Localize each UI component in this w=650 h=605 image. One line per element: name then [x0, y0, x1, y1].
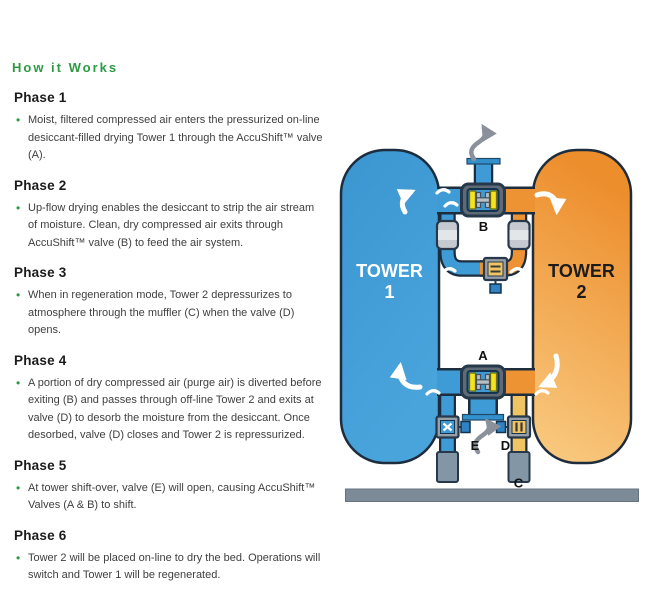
check-valve-left — [437, 221, 458, 249]
ground-bar — [346, 489, 639, 502]
bullet-icon: • — [16, 375, 21, 390]
muffler-c-label: C — [513, 475, 524, 491]
page-title: How it Works — [12, 60, 119, 75]
valve-d-actuator — [497, 422, 506, 433]
phase-5-text: At tower shift-over, valve (E) will open, causing AccuShift™ Valves (A & B) to shift. — [28, 481, 316, 511]
phase-3-text: When in regeneration mode, Tower 2 depressurizes to atmosphere through the muffler (C) when the valve (D) opens. — [28, 289, 295, 336]
bullet-icon: • — [16, 550, 21, 565]
tower-2-label: TOWER — [548, 261, 615, 281]
valve-b-spool-left — [470, 191, 476, 209]
phase-1-heading: Phase 1 — [14, 90, 67, 105]
valve-e-actuator — [461, 422, 470, 433]
orifice-actuator — [490, 284, 501, 293]
bullet-icon: • — [16, 480, 21, 495]
phase-1-text: Moist, filtered compressed air enters the pressurized on-line desiccant-filled drying Tower 1 through the AccuShift™ valve (A). — [28, 114, 323, 161]
phase-6-text: Tower 2 will be placed on-line to dry the bed. Operations will switch and Tower 1 will be regenerated. — [28, 551, 321, 581]
bullet-icon: • — [16, 113, 21, 127]
phase-6-heading: Phase 6 — [14, 527, 67, 543]
tower-1-number: 1 — [384, 282, 395, 302]
muffler-left — [437, 452, 458, 482]
tower-2-number: 2 — [576, 282, 587, 302]
bullet-icon: • — [16, 200, 21, 215]
tower-1-label: TOWER — [356, 261, 423, 281]
bullet-icon: • — [16, 288, 21, 302]
tower-1-vessel — [341, 150, 439, 463]
phase-2-text: Up-flow drying enables the desiccant to strip the air stream of moisture. Clean, dry compressed air exits through AccuShift™ valve (B) to feed the air system. — [28, 201, 315, 249]
check-valve-right — [509, 221, 530, 249]
phase-2-heading: Phase 2 — [14, 177, 67, 193]
phase-4-heading: Phase 4 — [14, 352, 67, 368]
valve-a-spool-left — [470, 373, 476, 391]
valve-a-label: A — [478, 348, 488, 363]
valve-b-spool-right — [491, 191, 497, 209]
tower-1 — [341, 150, 439, 463]
valve-a-spool-right — [491, 373, 497, 391]
inlet-flange — [463, 415, 504, 421]
valve-d-label: D — [500, 438, 511, 453]
valve-b-assembly — [462, 184, 505, 216]
phase-3-heading: Phase 3 — [14, 265, 67, 280]
valve-e-label: E — [470, 438, 480, 453]
valve-b-label: B — [478, 219, 489, 234]
inlet-pipe — [463, 396, 504, 420]
phase-5-heading: Phase 5 — [14, 457, 67, 473]
phase-4-text: A portion of dry compressed air (purge air) is diverted before exiting (B) and passes through off-line Tower 2 and exits at valve (D) to desorb the moisture from the desiccant. Once desorbed, valve (D) closes and Tower 2 is repressurized. — [28, 376, 322, 441]
valve-a-assembly — [462, 366, 505, 398]
purge-orifice-valve — [484, 258, 507, 293]
exhaust-air-arrow — [471, 128, 485, 159]
